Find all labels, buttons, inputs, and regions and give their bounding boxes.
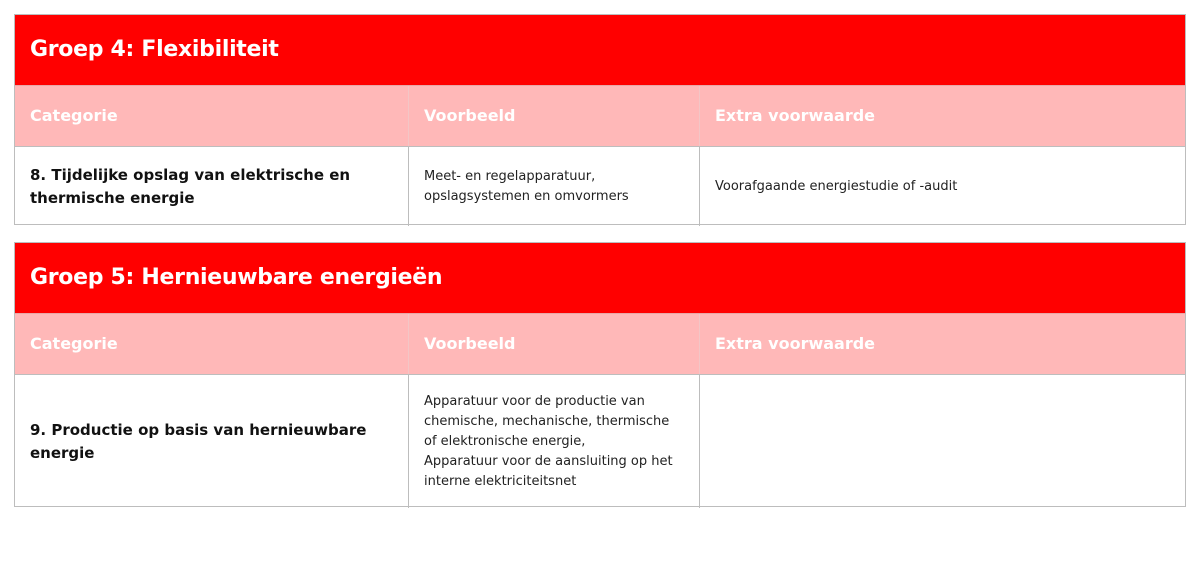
group-title: Groep 5: Hernieuwbare energieën	[15, 243, 1185, 313]
header-categorie: Categorie	[30, 334, 118, 353]
group-5-table	[14, 242, 1186, 507]
example-text: Apparatuur voor de productie van chemische, mechanische, thermische of elektronische energie, Apparatuur voor de aansluiting op het interne elektriciteitsnet	[424, 393, 673, 489]
example-cell	[408, 375, 699, 508]
header-categorie: Categorie	[30, 106, 118, 125]
table-header-row	[15, 85, 1185, 146]
header-extra-voorwaarde: Extra voorwaarde	[699, 86, 1185, 146]
condition-cell	[699, 375, 1185, 508]
group-title: Groep 4: Flexibiliteit	[15, 15, 1185, 85]
table-header-row	[15, 313, 1185, 374]
header-voorbeeld: Voorbeeld	[408, 86, 699, 146]
example-text: Meet- en regelapparatuur, opslagsystemen en omvormers	[424, 168, 629, 204]
example-cell	[408, 147, 699, 226]
table-row	[15, 146, 1185, 226]
category-cell	[15, 147, 408, 226]
table-row	[15, 374, 1185, 508]
header-extra-voorwaarde: Extra voorwaarde	[699, 314, 1185, 374]
header-voorbeeld: Voorbeeld	[408, 314, 699, 374]
group-4-table	[14, 14, 1186, 225]
condition-cell	[699, 147, 1185, 226]
category-text: 8. Tijdelijke opslag van elektrische en thermische energie	[30, 165, 351, 207]
condition-text: Voorafgaande energiestudie of -audit	[715, 178, 958, 194]
category-text: 9. Productie op basis van hernieuwbare energie	[30, 420, 367, 462]
category-cell	[15, 375, 408, 508]
